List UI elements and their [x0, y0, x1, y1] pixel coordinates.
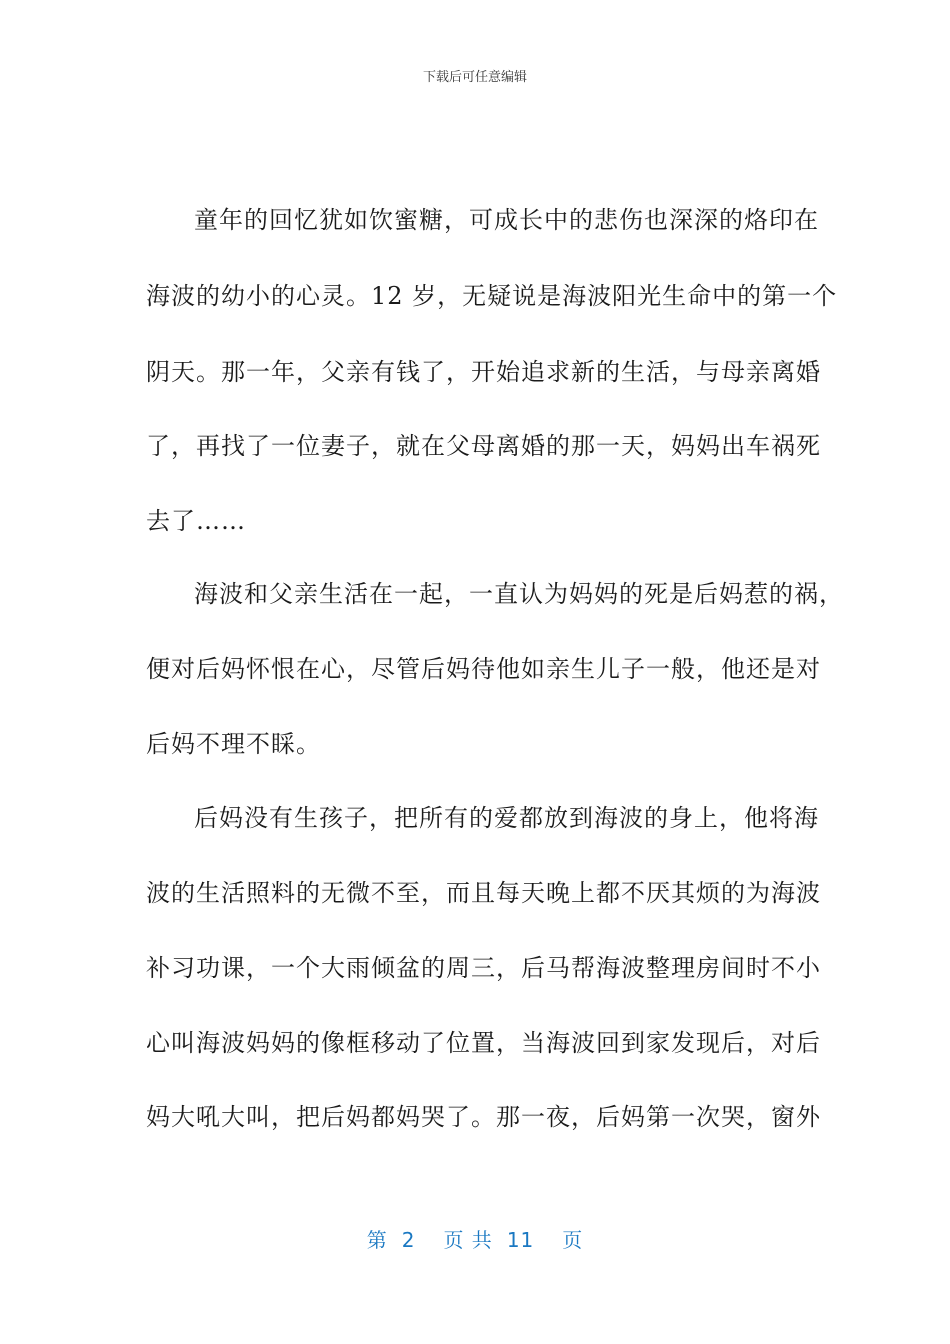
paragraph-1-line-3: 阴天。那一年，父亲有钱了，开始追求新的生活，与母亲离婚 — [146, 358, 821, 386]
paragraph-1-line-4: 了，再找了一位妻子，就在父母离婚的那一天，妈妈出车祸死 — [146, 432, 821, 460]
paragraph-3-line-2: 波的生活照料的无微不至，而且每天晚上都不厌其烦的为海波 — [146, 879, 821, 907]
footer-middle: 页 共 — [443, 1228, 493, 1252]
paragraph-1-line-5: 去了…… — [146, 507, 246, 535]
paragraph-2-line-3: 后妈不理不睬。 — [146, 730, 321, 758]
paragraph-1-line-1: 童年的回忆犹如饮蜜糖，可成长中的悲伤也深深的烙印在 — [194, 206, 819, 234]
footer-total-pages: 11 — [506, 1228, 535, 1252]
footer-prefix: 第 — [366, 1228, 388, 1252]
footer-suffix: 页 — [562, 1228, 584, 1252]
page-number-footer — [0, 1224, 950, 1253]
paragraph-3-line-4: 心叫海波妈妈的像框移动了位置，当海波回到家发现后，对后 — [146, 1029, 821, 1057]
paragraph-3-line-1: 后妈没有生孩子，把所有的爱都放到海波的身上，他将海 — [194, 804, 819, 832]
paragraph-3-line-3: 补习功课，一个大雨倾盆的周三，后马帮海波整理房间时不小 — [146, 954, 821, 982]
page-header-note: 下载后可任意编辑 — [422, 70, 527, 85]
paragraph-3-line-5: 妈大吼大叫，把后妈都妈哭了。那一夜，后妈第一次哭，窗外 — [146, 1103, 821, 1131]
paragraph-2-line-1: 海波和父亲生活在一起，一直认为妈妈的死是后妈惹的祸， — [194, 580, 844, 608]
paragraph-2-line-2: 便对后妈怀恨在心，尽管后妈待他如亲生儿子一般，他还是对 — [146, 655, 821, 683]
paragraph-1-line-2: 海波的幼小的心灵。12 岁，无疑说是海波阳光生命中的第一个 — [146, 282, 838, 310]
footer-current-page: 2 — [401, 1228, 416, 1252]
